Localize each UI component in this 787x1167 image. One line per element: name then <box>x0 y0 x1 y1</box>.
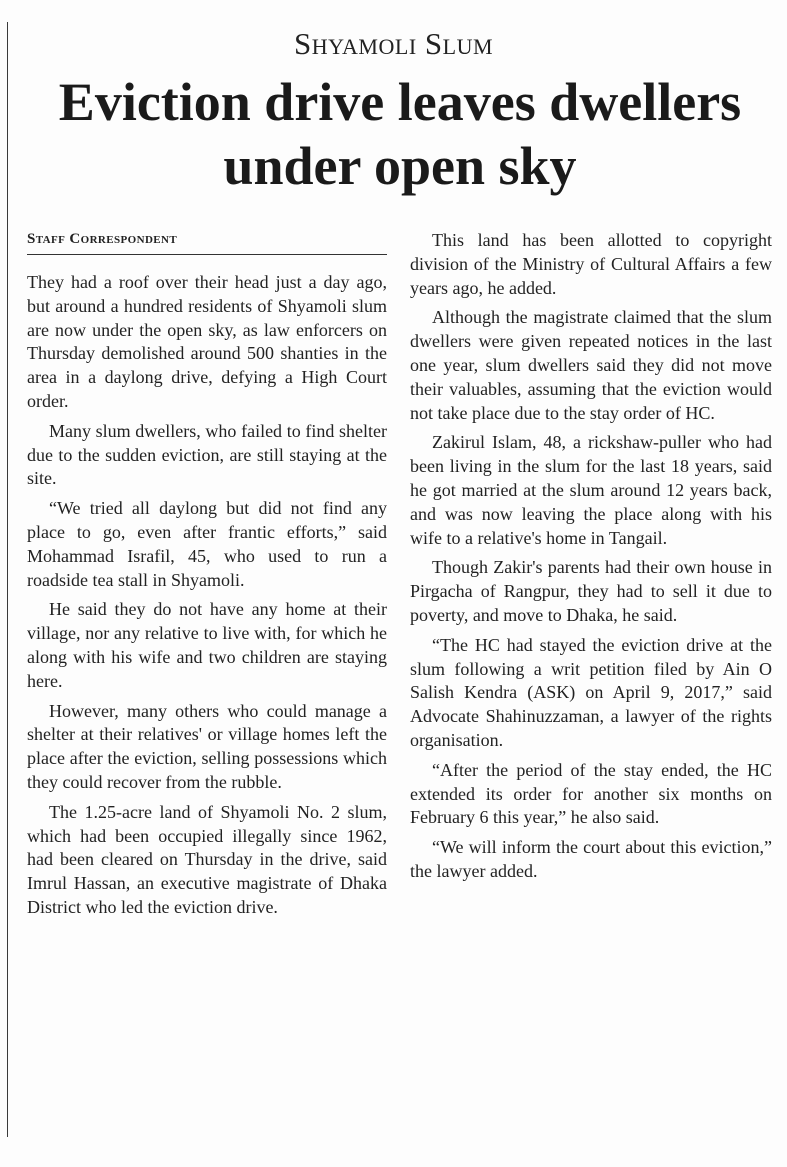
paragraph: “After the period of the stay ended, the HC extended its order for another six months on February 6 this year,” he also said. <box>410 759 772 828</box>
paragraph: Zakirul Islam, 48, a rickshaw-puller who had been living in the slum for the last 18 years, said he got married at the slum around 12 years back, and was now leaving the place along with his wife to a relative's home in Tangail. <box>410 432 772 548</box>
paragraph: However, many others who could manage a shelter at their relatives' or village homes left the place after the eviction, selling possessions which they could recover from the rubble. <box>27 700 387 792</box>
paragraph: They had a roof over their head just a day ago, but around a hundred residents of Shyamoli slum are now under the open sky, as law enforcers on Thursday demolished around 500 shanties in the area in a daylong drive, defying a High Court order. <box>27 272 387 411</box>
paragraph: He said they do not have any home at their village, nor any relative to live with, for which he along with his wife and two children are staying here. <box>27 599 387 691</box>
column-rule <box>7 22 8 1137</box>
paragraph: The 1.25-acre land of Shyamoli No. 2 slum, which had been occupied illegally since 1962, had been cleared on Thursday in the drive, said Imrul Hassan, an executive magistrate of Dhaka District who led the eviction drive. <box>27 801 387 917</box>
paragraph: This land has been allotted to copyright division of the Ministry of Cultural Affairs a few years ago, he added. <box>410 230 772 298</box>
paragraph: Though Zakir's parents had their own house in Pirgacha of Rangpur, they had to sell it due to poverty, and move to Dhaka, he said. <box>410 557 772 625</box>
headline: Eviction drive leaves dwellers under open sky <box>58 72 742 196</box>
paragraph: “We will inform the court about this eviction,” the lawyer added. <box>410 837 772 881</box>
section-kicker: Shyamoli Slum <box>293 26 494 61</box>
paragraph: Many slum dwellers, who failed to find shelter due to the sudden eviction, are still staying at the site. <box>27 420 387 489</box>
paragraph: “The HC had stayed the eviction drive at the slum following a writ petition filed by Ain O Salish Kendra (ASK) on April 9, 2017,” said Advocate Shahinuzzaman, a lawyer of the rights organisation. <box>410 634 772 750</box>
right-column <box>410 229 772 890</box>
byline: Staff Correspondent <box>27 231 387 255</box>
paragraph: “We tried all daylong but did not find any place to go, even after frantic efforts,” said Mohammad Israfil, 45, who used to run a roadside tea stall in Shyamoli. <box>27 498 387 590</box>
left-column <box>27 271 387 926</box>
paragraph: Although the magistrate claimed that the slum dwellers were given repeated notices in the last one year, slum dwellers said they did not move their valuables, assuming that the eviction would not take place due to the stay order of HC. <box>410 307 772 423</box>
